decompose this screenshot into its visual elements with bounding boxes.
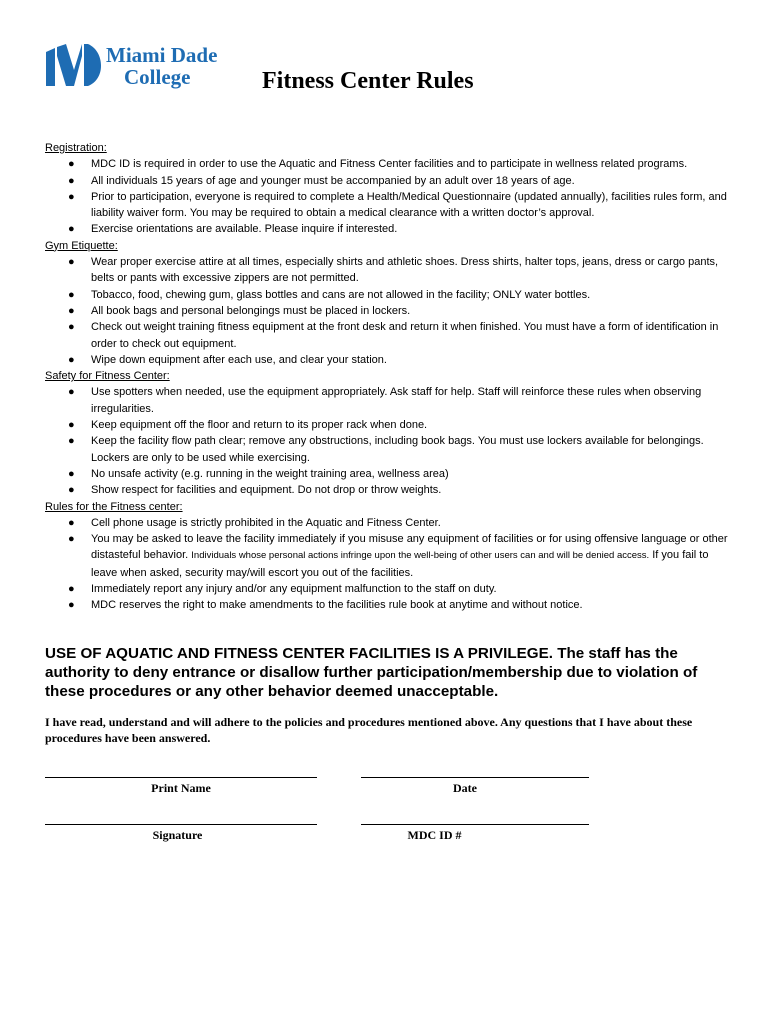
list-item — [45, 303, 735, 319]
list-item — [45, 221, 735, 237]
print-name-field[interactable] — [45, 777, 317, 778]
section-heading: Registration: — [45, 142, 107, 154]
bullet-icon: ● — [68, 321, 75, 334]
list-item — [45, 319, 735, 352]
rule-text: Wipe down equipment after each use, and clear your station. — [91, 353, 387, 366]
bullet-icon: ● — [68, 256, 75, 269]
bullet-icon: ● — [68, 304, 75, 317]
rule-text: Wear proper exercise attire at all times, especially shirts and athletic shoes. Dress shirts, halter tops, jeans, dress or cargo pants, belts or pants with excessive zippers are not permitted. — [91, 256, 719, 285]
rule-text: Check out weight training fitness equipment at the front desk and return it when finished. You must have a form of identification in order to check out equipment. — [91, 321, 719, 350]
bullet-icon: ● — [68, 484, 75, 497]
rule-text: Show respect for facilities and equipment. Do not drop or throw weights. — [91, 484, 442, 497]
page-title: Fitness Center Rules — [262, 68, 474, 94]
list-item — [45, 417, 735, 433]
bullet-icon: ● — [68, 467, 75, 480]
list-item — [45, 156, 735, 172]
logo-line-1: Miami Dade — [106, 43, 218, 67]
date-label: Date — [453, 781, 477, 795]
section-gym-etiquette — [45, 238, 735, 368]
college-logo — [44, 44, 234, 94]
rule-text: MDC ID is required in order to use the Aquatic and Fitness Center facilities and to participate in wellness related programs. — [91, 158, 688, 171]
rule-text: Prior to participation, everyone is required to complete a Health/Medical Questionnaire (updated annually), facilities rules form, and liability waiver form. You may be required to obtain a medical clearance with a written doctor’s approval. — [91, 190, 727, 220]
rule-text: All individuals 15 years of age and younger must be accompanied by an adult over 18 years of age. — [91, 174, 575, 187]
section-heading: Gym Etiquette: — [45, 239, 118, 252]
section-fitness-rules — [45, 499, 735, 614]
section-registration — [45, 140, 735, 238]
rule-text: Tobacco, food, chewing gum, glass bottles and cans are not allowed in the facility; ONLY water bottles. — [91, 288, 591, 301]
list-item — [45, 189, 735, 222]
bullet-icon: ● — [68, 158, 75, 171]
rule-small-text: Individuals whose personal actions infringe upon the well-being of other users can and will be denied access. — [191, 550, 650, 562]
rules-body — [45, 140, 735, 614]
bullet-icon: ● — [68, 223, 75, 236]
rule-text-tail: If you fail to leave when asked, security may/will escort you out of the facilities. — [91, 549, 709, 579]
rule-text: Keep equipment off the floor and return to its proper rack when done. — [91, 419, 428, 432]
signature-field[interactable] — [45, 824, 317, 825]
list-item — [45, 287, 735, 303]
list-item — [45, 254, 735, 287]
list-item — [45, 482, 735, 498]
privilege-statement: USE OF AQUATIC AND FITNESS CENTER FACILITIES IS A PRIVILEGE. The staff has the authority to deny entrance or disallow further participation/membership due to violation of these procedures or any other behavior deemed unacceptable. — [45, 645, 698, 700]
list-item — [45, 433, 735, 466]
logo-line-2: College — [124, 65, 191, 89]
rule-text: No unsafe activity (e.g. running in the weight training area, wellness area) — [91, 467, 449, 480]
rule-text: Immediately report any injury and/or any equipment malfunction to the staff on duty. — [91, 583, 497, 596]
rule-text: You may be asked to leave the facility immediately if you misuse any equipment of facilities or for using offensive language or other distasteful behavior. — [91, 533, 728, 562]
bullet-icon: ● — [68, 353, 75, 366]
rule-text: Cell phone usage is strictly prohibited in the Aquatic and Fitness Center. — [91, 516, 441, 529]
list-item — [45, 466, 735, 482]
mdc-logo-icon — [44, 44, 102, 88]
rule-text: MDC reserves the right to make amendments to the facilities rule book at anytime and without notice. — [91, 599, 583, 612]
bullet-icon: ● — [68, 419, 75, 432]
date-field[interactable] — [361, 777, 589, 778]
rule-text: All book bags and personal belongings must be placed in lockers. — [91, 304, 411, 317]
bullet-icon: ● — [68, 386, 75, 399]
section-heading: Rules for the Fitness center: — [45, 500, 183, 513]
bullet-icon: ● — [68, 583, 75, 596]
list-item — [45, 352, 735, 368]
list-item — [45, 597, 735, 613]
list-item — [45, 173, 735, 189]
bullet-icon: ● — [68, 516, 75, 529]
bullet-icon: ● — [68, 190, 75, 203]
list-item — [45, 515, 735, 531]
list-item — [45, 384, 735, 417]
bullet-icon: ● — [68, 435, 75, 448]
print-name-label: Print Name — [151, 781, 211, 795]
bullet-icon: ● — [68, 599, 75, 612]
bullet-icon: ● — [68, 533, 75, 546]
section-safety — [45, 368, 735, 498]
acknowledgement-text: I have read, understand and will adhere to the policies and procedures mentioned above. Any questions that I have about these procedures have been answered. — [45, 715, 693, 745]
bullet-icon: ● — [68, 288, 75, 301]
rule-text: Use spotters when needed, use the equipment appropriately. Ask staff for help. Staff will reinforce these rules when observing irregularities. — [91, 386, 702, 415]
list-item — [45, 581, 735, 597]
section-heading: Safety for Fitness Center: — [45, 370, 170, 383]
rule-text: Exercise orientations are available. Please inquire if interested. — [91, 223, 398, 236]
mdc-id-label: MDC ID # — [407, 828, 462, 842]
signature-label: Signature — [152, 828, 203, 842]
rule-text: Keep the facility flow path clear; remove any obstructions, including book bags. You must use lockers available for belongings. Lockers are only to be used while exercising. — [91, 435, 704, 464]
bullet-icon: ● — [68, 174, 75, 187]
mdc-id-field[interactable] — [361, 824, 589, 825]
list-item — [45, 531, 735, 581]
